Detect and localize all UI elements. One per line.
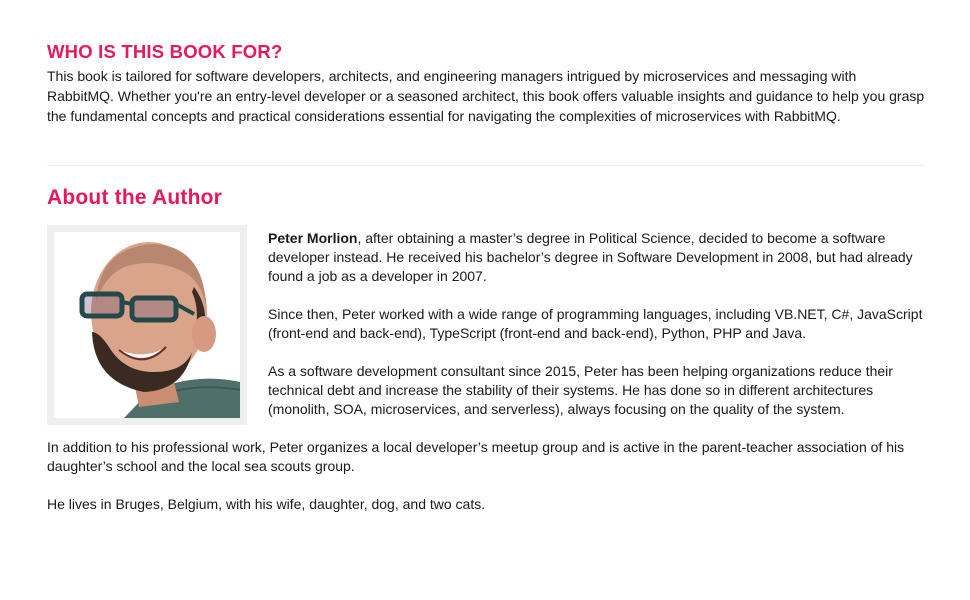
audience-description: This book is tailored for software developers, architects, and engineering managers intrigued by microservices and messaging with RabbitMQ. Whether you're an entry-level developer or a seasoned architect, this book offers valuable insights and guidance to help you grasp the fundamental concepts and practical considerations essential for navigating the complexities of microservices with RabbitMQ. xyxy=(47,68,925,124)
author-portrait-icon xyxy=(54,232,240,418)
bio-paragraph: In addition to his professional work, Peter organizes a local developer’s meetup group and is active in the parent-teacher association of his daughter’s school and the local sea scouts group. xyxy=(47,439,905,474)
bio-paragraph: As a software development consultant since 2015, Peter has been helping organizations reduce their technical debt and increase the stability of their systems. He has done so in different architectures (monolith, SOA, microservices, and serverless), always focusing on the quality of the system. xyxy=(268,363,893,417)
author-photo xyxy=(54,232,240,418)
bio-paragraph: Peter Morlion, after obtaining a master’s degree in Political Science, decided to become a software developer instead. He received his bachelor’s degree in Software Development in 2008, but had already found a job as a developer in 2007. xyxy=(268,230,913,284)
author-name: Peter Morlion xyxy=(268,230,358,246)
about-the-author-heading: About the Author xyxy=(47,186,223,209)
author-bio xyxy=(268,229,928,438)
bio-paragraph: Since then, Peter worked with a wide range of programming languages, including VB.NET, C#, JavaScript (front-end and back-end), TypeScript (front-end and back-end), Python, PHP and Java. xyxy=(268,306,923,341)
who-is-this-book-for-heading: WHO IS THIS BOOK FOR? xyxy=(47,41,283,62)
bio-paragraph: He lives in Bruges, Belgium, with his wife, daughter, dog, and two cats. xyxy=(47,496,486,512)
section-divider xyxy=(47,165,925,166)
author-personal-info xyxy=(47,438,925,533)
author-photo-frame xyxy=(47,225,247,425)
